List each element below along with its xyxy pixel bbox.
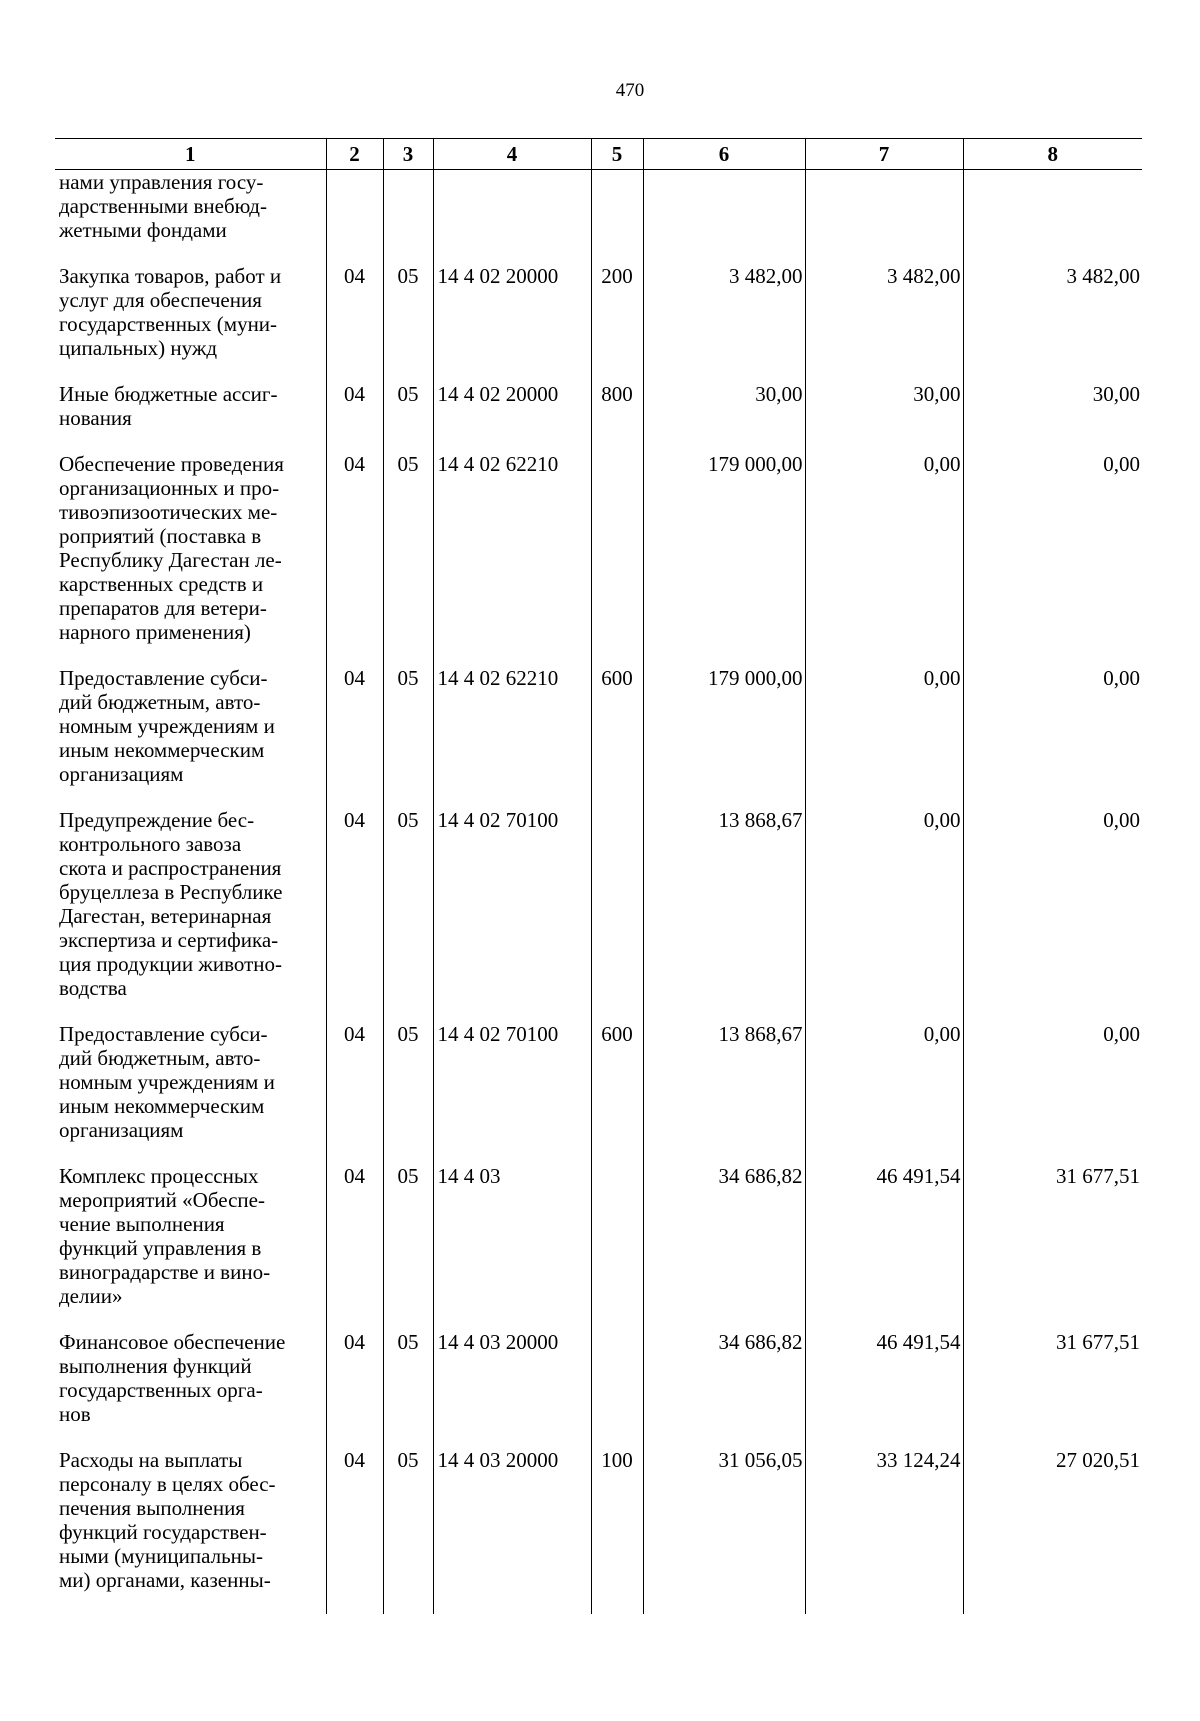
expense-type-cell: 800 [591,382,643,452]
amount-col-6-cell: 13 868,67 [643,1022,805,1164]
amount-col-7-cell: 30,00 [805,382,963,452]
amount-col-7-cell: 0,00 [805,666,963,808]
target-article-cell: 14 4 03 [433,1164,591,1330]
expense-type-cell [591,452,643,666]
target-article-cell: 14 4 02 62210 [433,452,591,666]
header-col-7: 7 [805,139,963,170]
header-col-1: 1 [55,139,326,170]
target-article-cell: 14 4 03 20000 [433,1330,591,1448]
amount-col-8-cell [963,170,1142,265]
section-code-cell: 04 [326,808,383,1022]
row-name-cell: Предоставление субси- дий бюджетным, авто- номным учреждениям и иным некоммерческим организациям [55,1022,326,1164]
amount-col-7-cell [805,170,963,265]
expense-type-cell [591,808,643,1022]
table-row [55,170,1142,265]
table-body [55,170,1142,1615]
expense-type-cell [591,1330,643,1448]
amount-col-6-cell: 13 868,67 [643,808,805,1022]
header-col-2: 2 [326,139,383,170]
section-code-cell: 04 [326,1330,383,1448]
amount-col-8-cell: 0,00 [963,452,1142,666]
page-number: 470 [615,80,645,101]
section-code-cell [326,170,383,265]
subsection-code-cell: 05 [383,1330,433,1448]
amount-col-8-cell: 31 677,51 [963,1330,1142,1448]
amount-col-8-cell: 27 020,51 [963,1448,1142,1614]
amount-col-6-cell: 34 686,82 [643,1164,805,1330]
expense-type-cell [591,1164,643,1330]
amount-col-7-cell: 0,00 [805,452,963,666]
amount-col-8-cell: 0,00 [963,666,1142,808]
target-article-cell: 14 4 02 70100 [433,808,591,1022]
subsection-code-cell: 05 [383,808,433,1022]
table-row [55,264,1142,382]
target-article-cell: 14 4 02 62210 [433,666,591,808]
header-row [55,139,1142,170]
amount-col-7-cell: 0,00 [805,1022,963,1164]
budget-table [55,138,1142,1614]
subsection-code-cell: 05 [383,1164,433,1330]
amount-col-6-cell [643,170,805,265]
amount-col-8-cell: 0,00 [963,1022,1142,1164]
section-code-cell: 04 [326,666,383,808]
table-row [55,666,1142,808]
amount-col-8-cell: 31 677,51 [963,1164,1142,1330]
table-row [55,1022,1142,1164]
expense-type-cell: 600 [591,1022,643,1164]
section-code-cell: 04 [326,1448,383,1614]
amount-col-6-cell: 179 000,00 [643,452,805,666]
section-code-cell: 04 [326,1164,383,1330]
amount-col-8-cell: 30,00 [963,382,1142,452]
subsection-code-cell: 05 [383,1022,433,1164]
expense-type-cell: 600 [591,666,643,808]
subsection-code-cell: 05 [383,264,433,382]
table-row [55,452,1142,666]
target-article-cell: 14 4 02 70100 [433,1022,591,1164]
target-article-cell: 14 4 02 20000 [433,382,591,452]
header-col-4: 4 [433,139,591,170]
amount-col-7-cell: 0,00 [805,808,963,1022]
amount-col-8-cell: 0,00 [963,808,1142,1022]
target-article-cell [433,170,591,265]
table-row [55,808,1142,1022]
subsection-code-cell: 05 [383,666,433,808]
table-row [55,1164,1142,1330]
amount-col-7-cell: 3 482,00 [805,264,963,382]
row-name-cell: Финансовое обеспечение выполнения функций государственных орга- нов [55,1330,326,1448]
amount-col-6-cell: 30,00 [643,382,805,452]
header-col-3: 3 [383,139,433,170]
row-name-cell: Обеспечение проведения организационных и про- тивоэпизоотических ме- роприятий (поставка в Республику Дагестан ле- карственных средств и препаратов для ветери- нарного применения) [55,452,326,666]
section-code-cell: 04 [326,452,383,666]
expense-type-cell [591,170,643,265]
expense-type-cell: 100 [591,1448,643,1614]
table-row [55,1448,1142,1614]
row-name-cell: Предупреждение бес- контрольного завоза скота и распространения бруцеллеза в Республике Дагестан, ветеринарная экспертиза и сертифика- ция продукции животно- водства [55,808,326,1022]
row-name-cell: Комплекс процессных мероприятий «Обеспе- чение выполнения функций управления в виноградарстве и вино- делии» [55,1164,326,1330]
amount-col-6-cell: 179 000,00 [643,666,805,808]
amount-col-8-cell: 3 482,00 [963,264,1142,382]
amount-col-6-cell: 3 482,00 [643,264,805,382]
row-name-cell: нами управления госу- дарственными внебюд- жетными фондами [55,170,326,265]
header-col-6: 6 [643,139,805,170]
amount-col-7-cell: 46 491,54 [805,1330,963,1448]
row-name-cell: Закупка товаров, работ и услуг для обеспечения государственных (муни- ципальных) нужд [55,264,326,382]
row-name-cell: Предоставление субси- дий бюджетным, авто- номным учреждениям и иным некоммерческим организациям [55,666,326,808]
subsection-code-cell: 05 [383,382,433,452]
row-name-cell: Иные бюджетные ассиг- нования [55,382,326,452]
header-col-5: 5 [591,139,643,170]
amount-col-7-cell: 33 124,24 [805,1448,963,1614]
subsection-code-cell: 05 [383,1448,433,1614]
amount-col-6-cell: 31 056,05 [643,1448,805,1614]
amount-col-6-cell: 34 686,82 [643,1330,805,1448]
target-article-cell: 14 4 02 20000 [433,264,591,382]
section-code-cell: 04 [326,1022,383,1164]
table-row [55,382,1142,452]
table-row [55,1330,1142,1448]
expense-type-cell: 200 [591,264,643,382]
section-code-cell: 04 [326,264,383,382]
target-article-cell: 14 4 03 20000 [433,1448,591,1614]
header-col-8: 8 [963,139,1142,170]
section-code-cell: 04 [326,382,383,452]
row-name-cell: Расходы на выплаты персоналу в целях обес- печения выполнения функций государствен- ными (муниципальны- ми) органами, казенны- [55,1448,326,1614]
amount-col-7-cell: 46 491,54 [805,1164,963,1330]
subsection-code-cell [383,170,433,265]
subsection-code-cell: 05 [383,452,433,666]
